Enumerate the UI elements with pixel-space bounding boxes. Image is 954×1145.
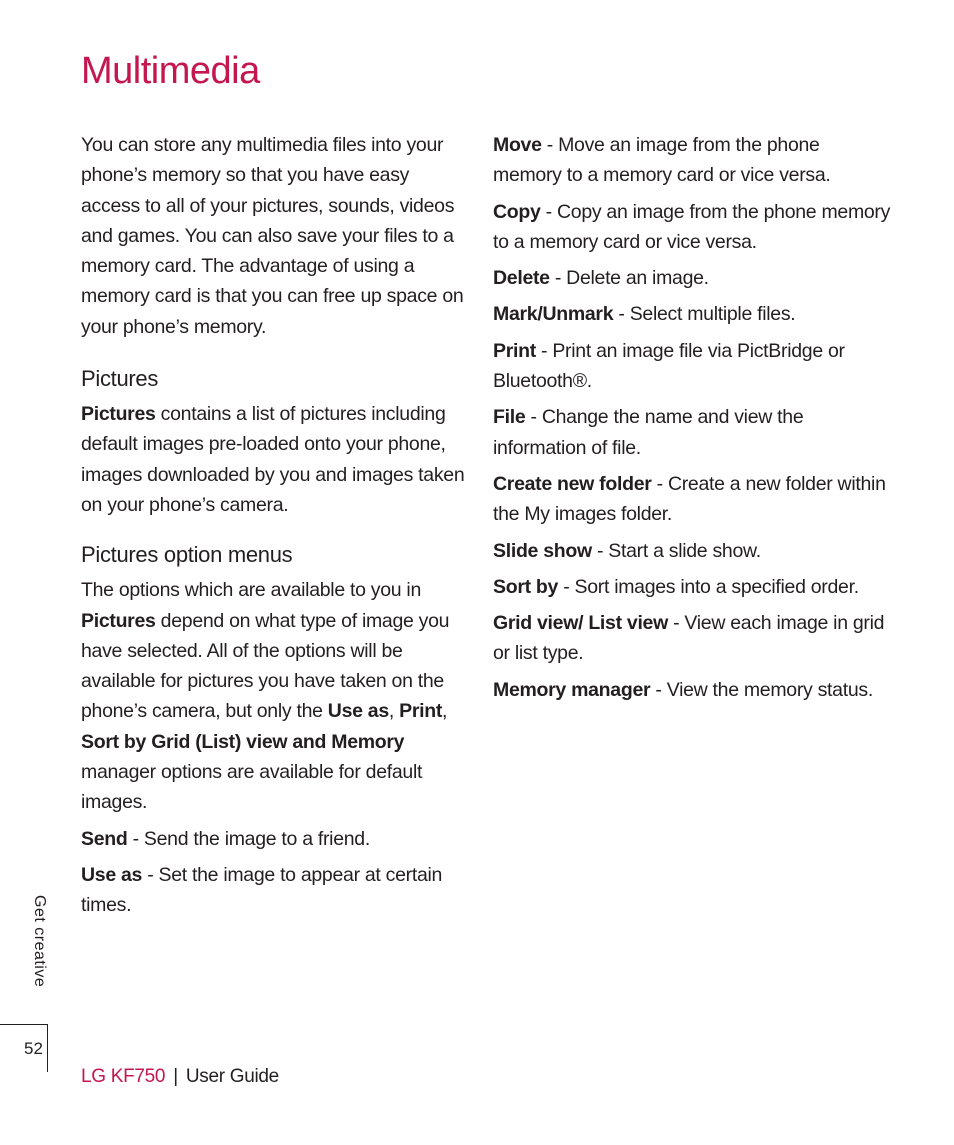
option-desc: - Sort images into a specified order. (558, 575, 859, 598)
page-title: Multimedia (81, 50, 260, 92)
left-column (81, 130, 473, 927)
option-item (493, 263, 893, 293)
footer (81, 1066, 279, 1088)
options-term: Use as (327, 700, 389, 723)
options-text: , (442, 700, 448, 723)
options-text: depend on what type of image you have selected. All of the options will be available for pictures you have taken on the phone’s camera, but only the (81, 609, 450, 723)
right-column (493, 130, 893, 711)
option-desc: - Send the image to a friend. (127, 827, 370, 850)
option-desc: - View each image in grid or list type. (493, 612, 885, 665)
option-item (493, 299, 893, 329)
options-text: , (388, 700, 400, 723)
options-paragraph (81, 575, 473, 817)
option-term: Send (81, 827, 128, 850)
option-desc: - Change the name and view the information of file. (493, 406, 804, 459)
options-term: Print (399, 700, 443, 723)
option-term: File (493, 406, 526, 429)
option-item (493, 336, 893, 397)
option-desc: - Create a new folder within the My images folder. (493, 472, 886, 526)
options-term: Pictures (81, 609, 156, 632)
option-desc: - Delete an image. (549, 267, 709, 290)
intro-paragraph: You can store any multimedia files into your phone’s memory so that you have easy access to all of your pictures, sounds, videos and games. You can also save your files to a memory card. The advantage of using a memory card is that you can free up space on your phone’s memory. (81, 134, 464, 338)
option-item (493, 675, 893, 705)
page-number: 52 (24, 1039, 43, 1058)
pictures-paragraph (81, 399, 473, 520)
options-term: Sort by Grid (List) view and Memory (81, 730, 405, 753)
option-term: Move (493, 134, 542, 156)
option-desc: - Print an image file via PictBridge or Bluetooth®. (493, 339, 845, 393)
option-term: Delete (493, 267, 550, 290)
option-term: Mark/Unmark (493, 303, 614, 326)
option-desc: - Set the image to appear at certain times. (81, 863, 443, 917)
options-heading: Pictures option menus (81, 542, 293, 568)
option-term: Use as (81, 863, 143, 886)
section-side-label: Get creative (31, 895, 48, 988)
option-item (493, 469, 893, 530)
footer-brand: LG KF750 (81, 1066, 166, 1087)
pictures-heading: Pictures (81, 366, 159, 392)
option-desc: - Start a slide show. (591, 539, 761, 562)
pictures-term: Pictures (81, 403, 156, 426)
pictures-text: contains a list of pictures including default images pre-loaded onto your phone, images downloaded by you and images taken on your phone’s camera. (81, 403, 465, 516)
option-item (493, 608, 893, 669)
options-text: manager options are available for default images. (81, 761, 423, 814)
side-divider-vertical (47, 1024, 48, 1072)
option-term: Print (493, 339, 536, 362)
option-item (493, 572, 893, 602)
footer-separator: | (173, 1066, 178, 1087)
footer-guide: User Guide (185, 1066, 279, 1087)
option-term: Create new folder (493, 472, 652, 495)
option-desc: - View the memory status. (650, 678, 873, 701)
option-desc: - Copy an image from the phone memory to a memory card or vice versa. (493, 200, 891, 253)
option-item (493, 536, 893, 566)
option-item (81, 824, 473, 854)
option-desc: - Move an image from the phone memory to a memory card or vice versa. (493, 134, 831, 187)
option-term: Sort by (493, 575, 559, 598)
option-item (493, 130, 893, 191)
option-term: Memory manager (493, 678, 651, 701)
option-term: Slide show (493, 539, 592, 562)
option-term: Grid view/ List view (493, 612, 668, 635)
option-item (493, 402, 893, 463)
option-term: Copy (493, 200, 541, 223)
option-item (81, 860, 473, 921)
option-desc: - Select multiple files. (613, 303, 796, 326)
side-divider (0, 1024, 47, 1025)
option-item (493, 197, 893, 258)
options-text: The options which are available to you in (81, 579, 421, 602)
